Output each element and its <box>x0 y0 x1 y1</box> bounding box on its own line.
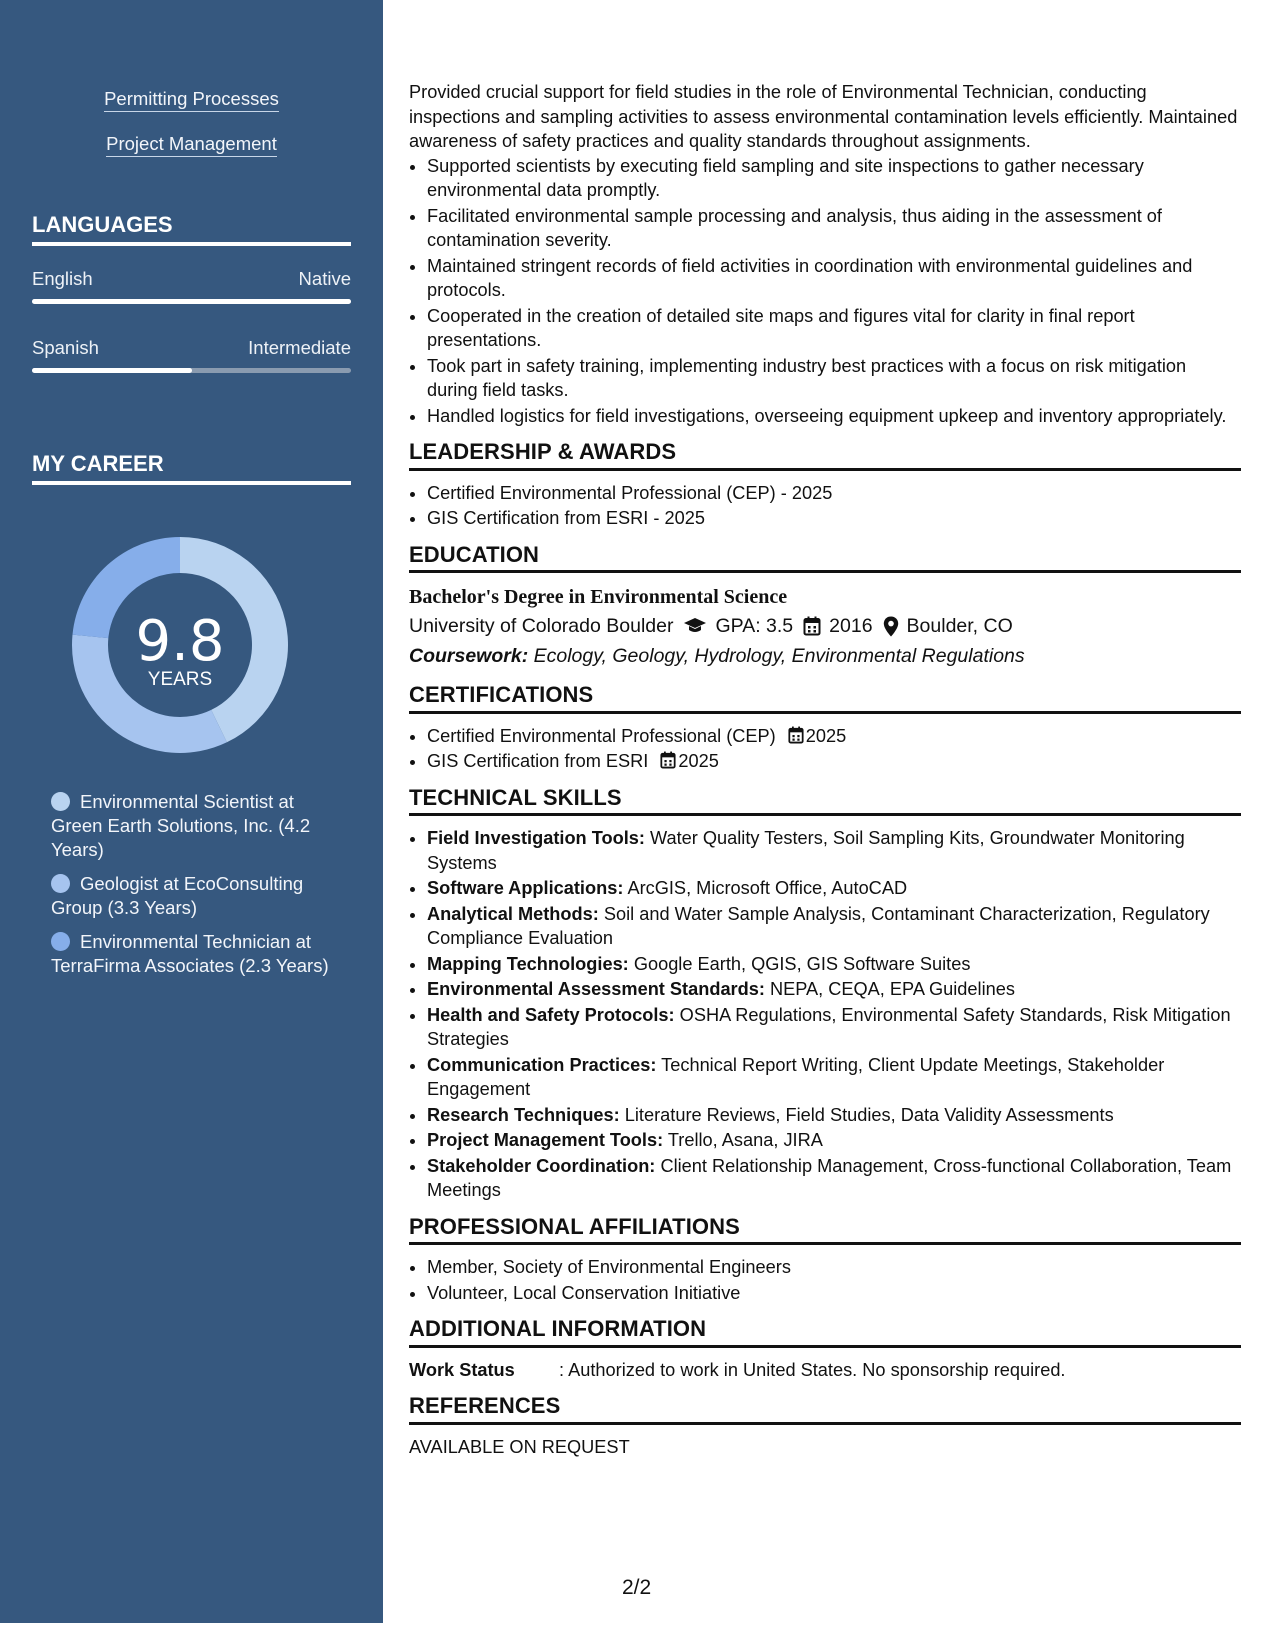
references-text: AVAILABLE ON REQUEST <box>409 1436 630 1457</box>
certifications-list <box>409 724 1241 774</box>
skill-category: Field Investigation Tools: <box>427 828 645 848</box>
education-details <box>409 611 1241 641</box>
legend-dot-icon <box>51 932 70 951</box>
career-legend-item <box>51 872 341 920</box>
list-item <box>427 977 1241 1002</box>
affiliations-heading: PROFESSIONAL AFFILIATIONS <box>409 1215 1241 1246</box>
list-item: • Maintained stringent records of field activities in coordination with environmental guidelines and protocols. <box>427 254 1241 303</box>
list-item: • Cooperated in the creation of detailed site maps and figures vital for clarity in final report presentations. <box>427 304 1241 353</box>
skill-category: Communication Practices: <box>427 1054 657 1075</box>
career-heading: MY CAREER <box>32 451 351 485</box>
list-item: • Volunteer, Local Conservation Initiative <box>427 1281 1241 1306</box>
skill-values: Google Earth, QGIS, GIS Software Suites <box>633 953 971 974</box>
career-legend <box>51 790 341 988</box>
skill-category: Analytical Methods: <box>427 903 599 924</box>
skill-category: Software Applications: <box>427 878 624 898</box>
leadership-heading: LEADERSHIP & AWARDS <box>409 440 1241 471</box>
skill-item <box>0 133 383 155</box>
list-item: • GIS Certification from ESRI - 2025 <box>427 506 1241 531</box>
work-status-value: : Authorized to work in United States. No sponsorship required. <box>559 1359 1066 1380</box>
list-item: • Handled logistics for field investigations, overseeing equipment upkeep and inventory appropriately. <box>427 404 1241 429</box>
skill-values: Water Quality Testers, Soil Sampling Kits, Groundwater Monitoring Systems <box>427 828 1185 873</box>
sidebar <box>0 0 383 1623</box>
skill-category: Research Techniques: <box>427 1104 620 1125</box>
certifications-heading: CERTIFICATIONS <box>409 683 1241 714</box>
calendar-icon <box>803 616 821 636</box>
list-item: • Member, Society of Environmental Engineers <box>427 1255 1241 1280</box>
list-item <box>427 749 1241 774</box>
certification-year: 2025 <box>678 751 719 771</box>
language-bar <box>32 299 351 304</box>
location-pin-icon <box>883 616 899 637</box>
career-legend-item <box>51 930 341 978</box>
certification-name: Certified Environmental Professional (CEP) <box>427 725 776 746</box>
certification-year: 2025 <box>805 725 847 746</box>
skill-category: Health and Safety Protocols: <box>427 1004 675 1025</box>
skill-category: Stakeholder Coordination: <box>427 1155 656 1176</box>
skill-values: Soil and Water Sample Analysis, Contaminant Characterization, Regulatory Compliance Evaluation <box>427 903 1210 948</box>
skill-values: ArcGIS, Microsoft Office, AutoCAD <box>627 878 908 898</box>
language-bar <box>32 368 351 373</box>
role-bullets <box>409 154 1241 429</box>
career-legend-label: Environmental Scientist at Green Earth Solutions, Inc. (4.2 Years) <box>51 791 311 860</box>
list-item <box>427 902 1241 951</box>
technical-skills-heading: TECHNICAL SKILLS <box>409 786 1241 817</box>
coursework-list: Ecology, Geology, Hydrology, Environmental Regulations <box>533 645 1025 667</box>
skill-values: Technical Report Writing, Client Update Meetings, Stakeholder Engagement <box>427 1054 1165 1099</box>
school-name: University of Colorado Boulder <box>409 615 674 637</box>
skill-category: Mapping Technologies: <box>427 953 629 974</box>
gpa: GPA: 3.5 <box>715 615 794 637</box>
career-legend-label: Geologist at EcoConsulting Group (3.3 Years) <box>51 873 304 918</box>
career-legend-label: Environmental Technician at TerraFirma Associates (2.3 Years) <box>51 931 329 976</box>
career-donut-chart <box>67 532 293 758</box>
list-item: • Facilitated environmental sample processing and analysis, thus aiding in the assessment of contamination severity. <box>427 204 1241 253</box>
career-total: 9.8 <box>135 609 225 674</box>
language-row <box>32 337 351 359</box>
school-location: Boulder, CO <box>906 615 1013 637</box>
legend-dot-icon <box>51 792 70 811</box>
language-level: Native <box>298 268 351 289</box>
education-heading: EDUCATION <box>409 543 1241 574</box>
skill-values: Literature Reviews, Field Studies, Data Validity Assessments <box>624 1104 1114 1125</box>
language-bar-fill <box>32 368 192 373</box>
list-item <box>427 1103 1241 1128</box>
coursework <box>409 641 1241 671</box>
list-item <box>427 1053 1241 1102</box>
skill-values: OSHA Regulations, Environmental Safety Standards, Risk Mitigation Strategies <box>427 1004 1231 1049</box>
page-number: 2/2 <box>622 1576 652 1599</box>
skill-values: Trello, Asana, JIRA <box>667 1130 823 1150</box>
list-item <box>427 1154 1241 1203</box>
degree-title: Bachelor's Degree in Environmental Science <box>409 586 788 608</box>
legend-dot-icon <box>51 874 70 893</box>
graduation-cap-icon <box>683 617 707 635</box>
language-level: Intermediate <box>248 337 351 358</box>
list-item <box>427 1003 1241 1052</box>
main-content <box>409 80 1241 1459</box>
list-item: • Supported scientists by executing field sampling and site inspections to gather necessary environmental data promptly. <box>427 154 1241 203</box>
language-bar-fill <box>32 299 351 304</box>
certification-date <box>660 751 718 771</box>
skill-values: NEPA, CEQA, EPA Guidelines <box>769 979 1015 999</box>
technical-skills-list <box>409 826 1241 1203</box>
list-item <box>427 1128 1241 1153</box>
work-status <box>409 1358 1241 1383</box>
language-name: Spanish <box>32 337 99 358</box>
leadership-list <box>409 481 1241 531</box>
skill-category: Project Management Tools: <box>427 1130 664 1150</box>
additional-info-heading: ADDITIONAL INFORMATION <box>409 1317 1241 1348</box>
career-legend-item <box>51 790 341 862</box>
list-item <box>427 826 1241 875</box>
list-item <box>427 952 1241 977</box>
calendar-icon <box>788 726 804 744</box>
references-heading: REFERENCES <box>409 1394 1241 1425</box>
certification-date <box>788 726 846 746</box>
skill-category: Environmental Assessment Standards: <box>427 979 765 999</box>
list-item <box>427 876 1241 901</box>
skill-item <box>0 88 383 110</box>
skill-label: Project Management <box>106 133 277 157</box>
list-item: • Certified Environmental Professional (CEP) - 2025 <box>427 481 1241 506</box>
certification-name: GIS Certification from ESRI <box>427 751 649 771</box>
work-status-label: Work Status <box>409 1359 515 1380</box>
career-unit: YEARS <box>147 669 213 690</box>
list-item <box>427 724 1241 749</box>
language-name: English <box>32 268 93 289</box>
language-row <box>32 268 351 290</box>
role-summary: Provided crucial support for field studies in the role of Environmental Technician, conducting inspections and sampling activities to assess environmental contamination levels efficiently. Maintained awareness of safety practices and quality standards throughout assignments. <box>409 82 1238 151</box>
skill-values: Client Relationship Management, Cross-functional Collaboration, Team Meetings <box>427 1155 1232 1200</box>
affiliations-list <box>409 1255 1241 1305</box>
skill-label: Permitting Processes <box>104 88 279 112</box>
coursework-label: Coursework: <box>409 645 529 667</box>
calendar-icon <box>660 751 676 769</box>
languages-heading: LANGUAGES <box>32 212 351 246</box>
list-item: • Took part in safety training, implementing industry best practices with a focus on risk mitigation during field tasks. <box>427 354 1241 403</box>
graduation-year: 2016 <box>829 615 873 637</box>
